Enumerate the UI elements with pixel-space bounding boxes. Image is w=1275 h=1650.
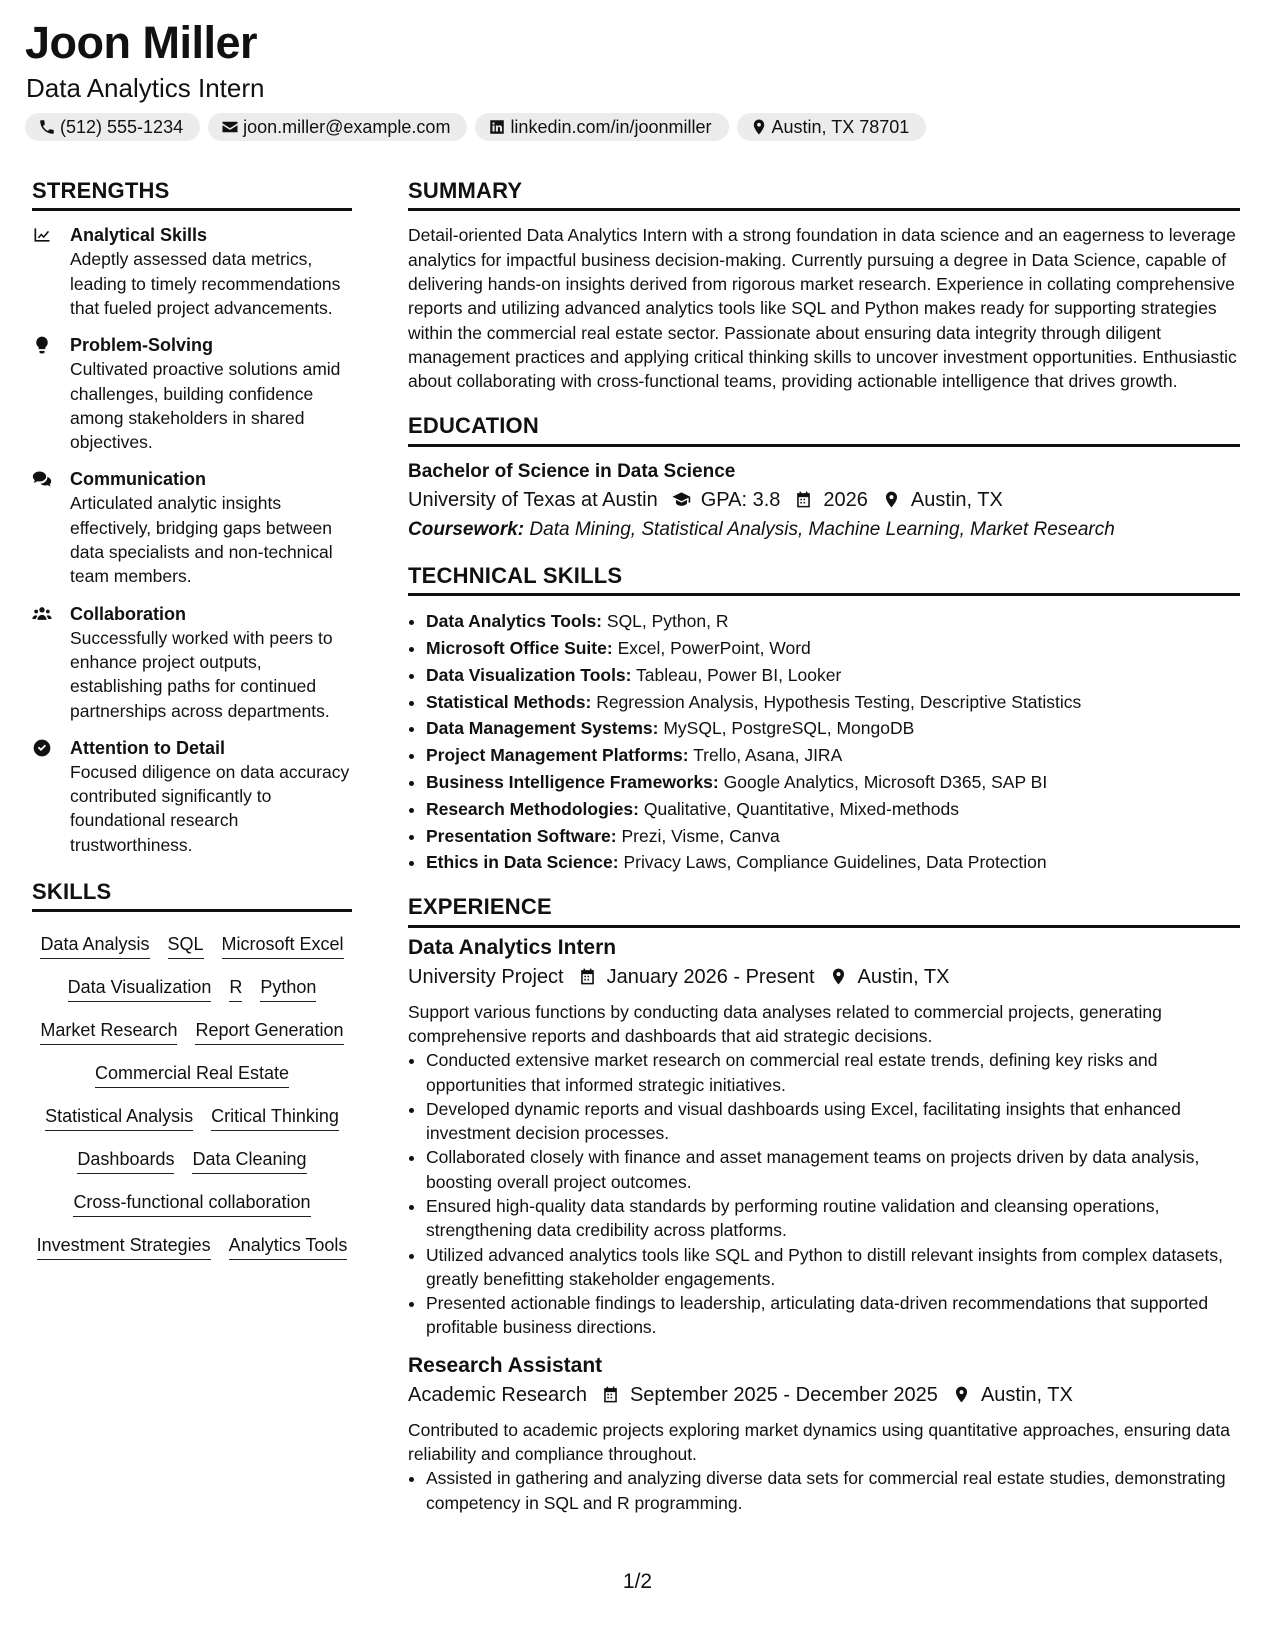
skill-tag: Analytics Tools (229, 1233, 348, 1260)
list-item: • Ensured high-quality data standards by performing routine validation and cleansing operations, strengthening data credibility across platforms. (426, 1194, 1240, 1243)
strengths-heading: STRENGTHS (32, 178, 352, 211)
education-gpa: GPA: 3.8 (700, 488, 781, 511)
skills-heading: SKILLS (32, 879, 352, 912)
strength-item (32, 602, 352, 723)
coursework-label: Coursework: (408, 518, 525, 540)
users-icon (32, 604, 52, 624)
candidate-name: Joon Miller (25, 17, 258, 68)
contact-phone-text: (512) 555-1234 (60, 116, 184, 137)
list-item: • Utilized advanced analytics tools like SQL and Python to distill relevant insights from complex datasets, greatly benefitting stakeholder engagements. (426, 1243, 1240, 1292)
list-item (426, 849, 1240, 876)
map-pin-icon (882, 490, 901, 509)
skill-tag: Data Cleaning (192, 1147, 306, 1174)
calendar-icon (578, 967, 597, 986)
page-indicator: 1/2 (622, 1570, 653, 1593)
job-meta (408, 1380, 1240, 1410)
contact-location-text: Austin, TX 78701 (771, 116, 910, 137)
summary-heading: SUMMARY (408, 178, 1240, 211)
envelope-icon (221, 118, 239, 136)
lightbulb-icon (32, 335, 52, 355)
skill-tag: Critical Thinking (211, 1104, 339, 1131)
tech-skill-value: Tableau, Power BI, Looker (636, 664, 842, 685)
job-description: Contributed to academic projects exploring market dynamics using quantitative approaches, ensuring data reliability and compliance throughout. (408, 1419, 1230, 1465)
tech-skill-label: Presentation Software: (426, 825, 617, 846)
map-pin-icon (829, 967, 848, 986)
tech-skill-label: Project Management Platforms: (426, 745, 689, 766)
contact-email-text: joon.miller@example.com (243, 116, 451, 137)
strength-title: Analytical Skills (70, 225, 208, 246)
strength-desc: Focused diligence on data accuracy contributed significantly to foundational research trustworthiness. (70, 761, 350, 855)
calendar-icon (601, 1385, 620, 1404)
experience-entry (408, 934, 1240, 1340)
skill-tag: Investment Strategies (37, 1233, 211, 1260)
list-item (426, 823, 1240, 850)
list-item (426, 796, 1240, 823)
tech-skill-value: Excel, PowerPoint, Word (617, 638, 811, 659)
job-location: Austin, TX (857, 965, 950, 988)
tech-skill-label: Data Management Systems: (426, 718, 659, 739)
strength-item (32, 223, 352, 320)
left-column (32, 178, 352, 1260)
strength-desc: Cultivated proactive solutions amid challenges, building confidence among stakeholders in shared objectives. (70, 359, 341, 453)
education-year: 2026 (823, 488, 868, 511)
job-dates: January 2026 - Present (606, 965, 815, 988)
job-title: Data Analytics Intern (408, 935, 617, 959)
tech-skill-label: Statistical Methods: (426, 691, 592, 712)
tech-skill-label: Data Analytics Tools: (426, 611, 603, 632)
education-school: University of Texas at Austin (408, 488, 658, 511)
tech-skill-label: Ethics in Data Science: (426, 852, 619, 873)
phone-icon (38, 118, 56, 136)
linkedin-icon (488, 118, 506, 136)
tech-skill-label: Data Visualization Tools: (426, 664, 632, 685)
graduation-cap-icon (672, 490, 691, 509)
coursework-text: Data Mining, Statistical Analysis, Machine Learning, Market Research (529, 518, 1115, 540)
education-degree: Bachelor of Science in Data Science (408, 460, 736, 482)
skill-tag: Python (260, 975, 316, 1002)
strength-title: Communication (70, 469, 207, 490)
skill-tag: Report Generation (195, 1018, 343, 1045)
check-circle-icon (32, 738, 52, 758)
skill-tag: Statistical Analysis (45, 1104, 193, 1131)
skill-tag: Cross-functional collaboration (73, 1190, 310, 1217)
job-meta (408, 962, 1240, 992)
strength-item (32, 736, 352, 857)
skill-tag: Market Research (40, 1018, 177, 1045)
list-item: • Collaborated closely with finance and asset management teams on projects driven by data analysis, boosting overall project outcomes. (426, 1145, 1240, 1194)
experience-heading: EXPERIENCE (408, 894, 1240, 927)
contact-location[interactable] (737, 113, 927, 141)
skills-list (32, 930, 352, 1260)
tech-skill-label: Microsoft Office Suite: (426, 638, 613, 659)
contact-email[interactable] (208, 113, 467, 141)
skill-tag: Microsoft Excel (222, 932, 344, 959)
strength-item (32, 467, 352, 588)
contact-linkedin[interactable] (475, 113, 728, 141)
list-item: • Assisted in gathering and analyzing diverse data sets for commercial real estate studies, demonstrating competency in SQL and R programming. (426, 1466, 1240, 1515)
job-bullets (408, 1048, 1240, 1340)
skill-tag: Data Analysis (40, 932, 149, 959)
list-item (426, 742, 1240, 769)
list-item (426, 689, 1240, 716)
tech-skill-label: Business Intelligence Frameworks: (426, 772, 719, 793)
tech-skill-value: SQL, Python, R (606, 611, 729, 632)
tech-skill-value: Trello, Asana, JIRA (693, 745, 843, 766)
experience-entry (408, 1352, 1240, 1515)
job-dates: September 2025 - December 2025 (629, 1383, 938, 1406)
education-meta (408, 485, 1240, 515)
education-location: Austin, TX (910, 488, 1003, 511)
job-title: Research Assistant (408, 1353, 603, 1377)
strength-item (32, 333, 352, 454)
summary-text: Detail-oriented Data Analytics Intern with a strong foundation in data science and an eagerness to leverage analytics for impactful business decision-making. Currently pursuing a degree in Data Science, capable of delivering hands-on insights derived from rigorous market research. Experience in collating comprehensive reports and utilizing advanced analytics tools like SQL and Python makes ready for supporting strategies within the commercial real estate sector. Passionate about ensuring data integrity through diligent management practices and applying critical thinking skills to uncover investment opportunities. Enthusiastic about collaborating with cross-functional teams, providing actionable intelligence that drives growth. (408, 225, 1237, 392)
education-heading: EDUCATION (408, 413, 1240, 446)
technical-skills-list (408, 608, 1240, 876)
strength-desc: Successfully worked with peers to enhance project outputs, establishing paths for continued partnerships across departments. (70, 627, 333, 721)
right-column (408, 178, 1240, 1527)
strength-desc: Articulated analytic insights effectively, bridging gaps between data specialists and non-technical team members. (70, 493, 333, 587)
contact-phone[interactable] (25, 113, 200, 141)
education-coursework (408, 515, 1240, 545)
job-org: Academic Research (408, 1383, 587, 1406)
contact-bar (25, 113, 926, 141)
strength-desc: Adeptly assessed data metrics, leading to timely recommendations that fueled project advancements. (70, 249, 341, 318)
list-item (426, 608, 1240, 635)
tech-skill-value: Qualitative, Quantitative, Mixed-methods (643, 798, 959, 819)
skill-tag: Data Visualization (68, 975, 212, 1002)
job-bullets (408, 1466, 1240, 1515)
tech-skill-value: Privacy Laws, Compliance Guidelines, Data Protection (623, 852, 1047, 873)
job-location: Austin, TX (980, 1383, 1073, 1406)
tech-skill-value: Prezi, Visme, Canva (621, 825, 780, 846)
list-item (426, 635, 1240, 662)
tech-skill-value: Google Analytics, Microsoft D365, SAP BI (723, 772, 1048, 793)
list-item (426, 715, 1240, 742)
skill-tag: R (229, 975, 242, 1002)
comments-icon (32, 469, 52, 489)
skill-tag: SQL (168, 932, 204, 959)
list-item: • Developed dynamic reports and visual dashboards using Excel, facilitating insights that enhanced investment decision processes. (426, 1097, 1240, 1146)
strength-title: Attention to Detail (70, 737, 225, 758)
contact-linkedin-text: linkedin.com/in/joonmiller (510, 116, 712, 137)
tech-skill-value: Regression Analysis, Hypothesis Testing, Descriptive Statistics (596, 691, 1082, 712)
list-item (426, 662, 1240, 689)
skill-tag: Dashboards (77, 1147, 174, 1174)
calendar-icon (794, 490, 813, 509)
list-item (426, 769, 1240, 796)
tech-skill-value: MySQL, PostgreSQL, MongoDB (663, 718, 915, 739)
candidate-role: Data Analytics Intern (26, 73, 265, 103)
list-item: • Presented actionable findings to leadership, articulating data-driven recommendations that supported profitable business directions. (426, 1291, 1240, 1340)
job-description: Support various functions by conducting data analyses related to commercial projects, generating comprehensive reports and dashboards that aid strategic decisions. (408, 1001, 1162, 1046)
map-pin-icon (952, 1385, 971, 1404)
skill-tag: Commercial Real Estate (95, 1061, 289, 1088)
line-chart-icon (32, 225, 52, 245)
tech-skill-label: Research Methodologies: (426, 798, 639, 819)
technical-skills-heading: TECHNICAL SKILLS (408, 563, 1240, 596)
strength-title: Problem-Solving (70, 335, 214, 356)
list-item: • Conducted extensive market research on commercial real estate trends, defining key risks and opportunities that informed strategic initiatives. (426, 1048, 1240, 1097)
map-pin-icon (750, 118, 768, 136)
strength-title: Collaboration (70, 603, 186, 624)
job-org: University Project (408, 965, 564, 988)
